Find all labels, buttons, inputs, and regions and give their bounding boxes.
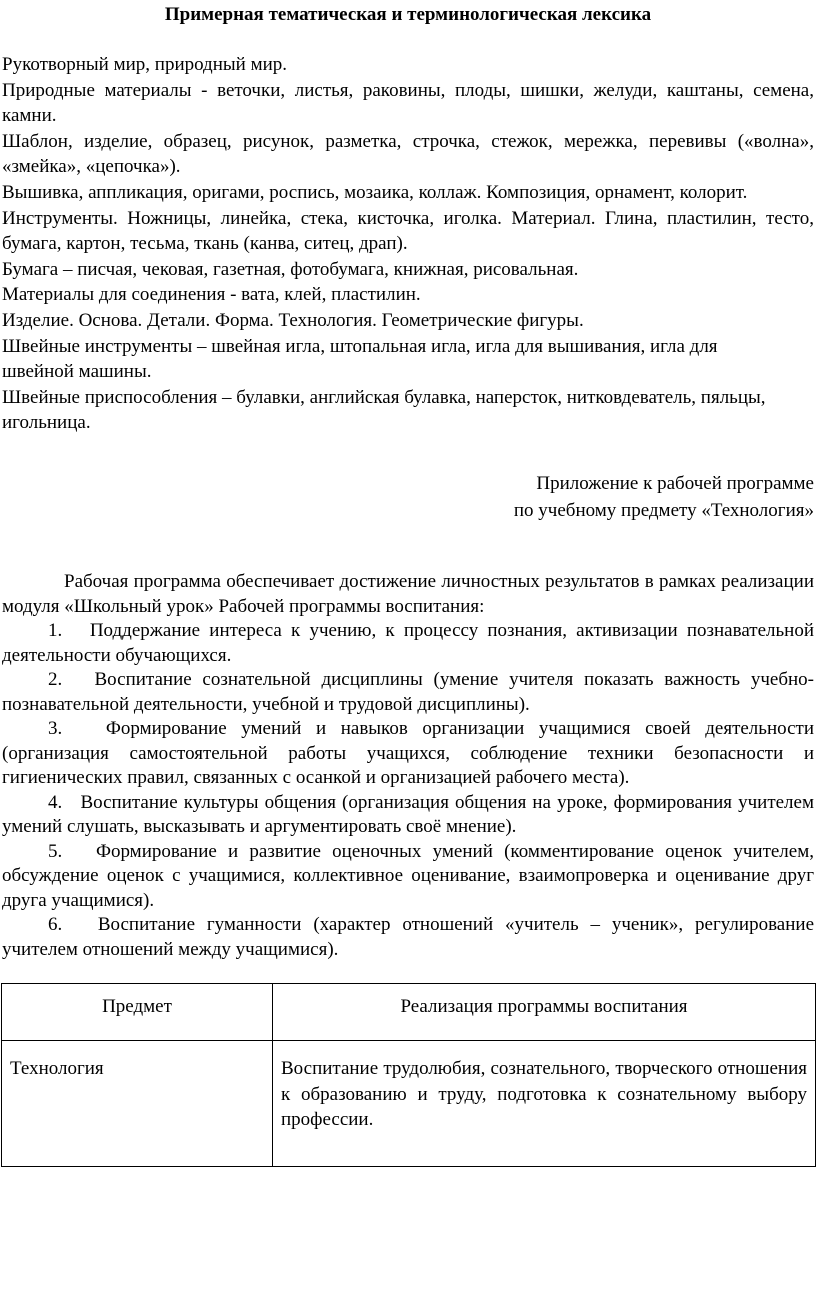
page-title: Примерная тематическая и терминологическая лексика bbox=[164, 4, 652, 25]
appendix-line-1: Приложение к рабочей программе bbox=[536, 473, 814, 494]
table-cell-implementation: Воспитание трудолюбия, сознательного, творческого отношения к образованию и труду, подготовка к сознательному выбору профессии. bbox=[273, 1041, 816, 1167]
lexicon-line: Вышивка, аппликация, оригами, роспись, мозаика, коллаж. Композиция, орнамент, колорит. bbox=[2, 181, 748, 203]
appendix-note bbox=[314, 470, 814, 524]
lexicon-section bbox=[2, 52, 814, 436]
education-table bbox=[1, 983, 816, 1167]
lexicon-line: Природные материалы - веточки, листья, раковины, плоды, шишки, желуди, каштаны, семена, камни. bbox=[2, 79, 814, 127]
table-header-implementation: Реализация программы воспитания bbox=[273, 984, 816, 1041]
lexicon-line: Изделие. Основа. Детали. Форма. Технология. Геометрические фигуры. bbox=[2, 309, 584, 331]
program-section bbox=[2, 570, 814, 962]
lexicon-line: Шаблон, изделие, образец, рисунок, разметка, строчка, стежок, мережка, перевивы («волна», «змейка», «цепочка»). bbox=[2, 130, 814, 178]
program-item-1: 1. Поддержание интереса к учению, к процессу познания, активизации познавательной деятельности обучающихся. bbox=[2, 620, 814, 666]
table-row bbox=[2, 1041, 816, 1167]
lexicon-line: Швейные приспособления – булавки, английская булавка, наперсток, нитковдеватель, пяльцы, игольница. bbox=[2, 386, 766, 434]
lexicon-line: Бумага – писчая, чековая, газетная, фотобумага, книжная, рисовальная. bbox=[2, 258, 579, 280]
program-item-2: 2. Воспитание сознательной дисциплины (умение учителя показать важность учебно-познавательной деятельности, учебной и трудовой дисциплины). bbox=[2, 669, 814, 715]
lexicon-line: Швейные инструменты – швейная игла, штопальная игла, игла для вышивания, игла для швейной машины. bbox=[2, 335, 718, 383]
lexicon-line: Рукотворный мир, природный мир. bbox=[2, 54, 288, 75]
program-item-6: 6. Воспитание гуманности (характер отношений «учитель – ученик», регулирование учителем отношений между учащимися). bbox=[2, 914, 814, 960]
appendix-line-2: по учебному предмету «Технология» bbox=[513, 500, 814, 521]
program-intro: Рабочая программа обеспечивает достижение личностных результатов в рамках реализации модуля «Школьный урок» Рабочей программы воспитания: bbox=[2, 571, 814, 617]
table-header-subject: Предмет bbox=[2, 984, 273, 1041]
table-header-row bbox=[2, 984, 816, 1041]
program-item-4: 4. Воспитание культуры общения (организация общения на уроке, формирования учителем умений слушать, высказывать и аргументировать своё мнение). bbox=[2, 791, 814, 837]
table-cell-subject: Технология bbox=[2, 1041, 273, 1167]
lexicon-line: Инструменты. Ножницы, линейка, стека, кисточка, иголка. Материал. Глина, пластилин, тесто, бумага, картон, тесьма, ткань (канва, ситец, драп). bbox=[2, 207, 814, 255]
program-item-3: 3. Формирование умений и навыков организации учащимися своей деятельности (организация самостоятельной работы учащихся, соблюдение техники безопасности и гигиенических правил, связанных с осанкой и организацией рабочего места). bbox=[2, 718, 814, 788]
program-item-5: 5. Формирование и развитие оценочных умений (комментирование оценок учителем, обсуждение оценок с учащимися, коллективное оценивание, взаимопроверка и оценивание друг друга учащимися). bbox=[2, 840, 814, 911]
lexicon-line: Материалы для соединения - вата, клей, пластилин. bbox=[2, 284, 421, 306]
